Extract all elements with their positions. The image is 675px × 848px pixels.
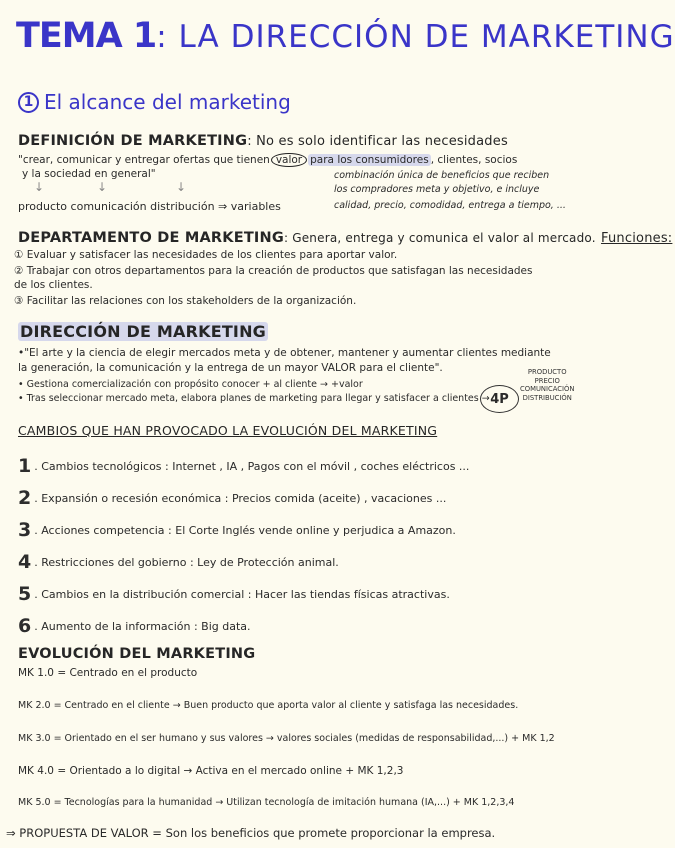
evolucion-item: MK 3.0 = Orientado en el ser humano y sus valores → valores sociales (medidas de responsabilidad,...) + MK 1,2 bbox=[18, 733, 555, 744]
arrow-down-icon: ↓ bbox=[176, 180, 187, 194]
consumidores-highlight: para los consumidores bbox=[310, 154, 429, 166]
4p-list bbox=[520, 368, 575, 402]
cambio-item bbox=[18, 487, 446, 509]
valor-note-3: calidad, precio, comodidad, entrega a tiempo, ... bbox=[334, 200, 566, 211]
cambio-text: . Cambios en la distribución comercial : Hacer las tiendas físicas atractivas. bbox=[34, 588, 450, 601]
title-tema: TEMA 1 bbox=[16, 16, 157, 56]
definicion-rest: : No es solo identificar las necesidades bbox=[247, 134, 508, 149]
direccion-heading-text: DIRECCIÓN DE MARKETING bbox=[20, 322, 267, 341]
title-rest: : LA DIRECCIÓN DE MARKETING bbox=[156, 19, 675, 55]
definicion-quote-line-2: y la sociedad en general" bbox=[22, 168, 156, 180]
cambio-text: . Expansión o recesión económica : Precios comida (aceite) , vacaciones ... bbox=[34, 492, 447, 505]
direccion-heading bbox=[18, 322, 268, 341]
funciones-label: Funciones: bbox=[601, 231, 673, 246]
propuesta-de-valor: ⇒ PROPUESTA DE VALOR = Son los beneficios que promete proporcionar la empresa. bbox=[6, 826, 496, 840]
cambio-number: 2 bbox=[18, 487, 32, 509]
cambio-number: 6 bbox=[18, 615, 32, 637]
departamento-line bbox=[18, 230, 672, 246]
4p-badge: 4P bbox=[480, 385, 519, 413]
evolucion-item: MK 1.0 = Centrado en el producto bbox=[18, 667, 198, 679]
cambio-number: 5 bbox=[18, 583, 32, 605]
cambio-item bbox=[18, 519, 456, 541]
4p-item: PRECIO bbox=[534, 376, 560, 385]
cambio-item bbox=[18, 551, 339, 573]
definicion-quote-c: , clientes, socios bbox=[430, 154, 518, 166]
page-title bbox=[16, 16, 675, 56]
departamento-rest: : Genera, entrega y comunica el valor al mercado. bbox=[283, 231, 596, 245]
cambio-number: 1 bbox=[18, 455, 32, 477]
evolucion-item: MK 4.0 = Orientado a lo digital → Activa en el mercado online + MK 1,2,3 bbox=[18, 765, 404, 777]
funcion-item: ① Evaluar y satisfacer las necesidades de los clientes para aportar valor. bbox=[14, 249, 398, 261]
section-1-heading bbox=[18, 90, 291, 114]
4p-item: PRODUCTO bbox=[527, 368, 567, 376]
cambio-text: . Acciones competencia : El Corte Inglés vende online y perjudica a Amazon. bbox=[34, 524, 456, 537]
evolucion-heading: EVOLUCIÓN DEL MARKETING bbox=[18, 646, 256, 662]
evolucion-item: MK 2.0 = Centrado en el cliente → Buen producto que aporta valor al cliente y satisfaga las necesidades. bbox=[18, 700, 519, 711]
cambio-item bbox=[18, 615, 251, 637]
arrow-down-icon: ↓ bbox=[34, 180, 45, 194]
direccion-line: • Tras seleccionar mercado meta, elabora planes de marketing para llegar y satisfacer a clientes → bbox=[18, 393, 490, 404]
departamento-heading: DEPARTAMENTO DE MARKETING bbox=[18, 230, 284, 246]
cambio-text: . Restricciones del gobierno : Ley de Protección animal. bbox=[34, 556, 339, 569]
direccion-line: • Gestiona comercialización con propósito conocer + al cliente → +valor bbox=[18, 379, 363, 390]
cambio-item bbox=[18, 455, 469, 477]
funcion-item: ② Trabajar con otros departamentos para la creación de productos que satisfagan las necesidades bbox=[14, 265, 533, 277]
cambio-text: . Aumento de la información : Big data. bbox=[34, 620, 251, 633]
cambios-heading bbox=[18, 423, 437, 438]
cambio-number: 4 bbox=[18, 551, 32, 573]
definicion-line bbox=[18, 133, 508, 149]
cambios-heading-text: CAMBIOS QUE HAN PROVOCADO LA EVOLUCIÓN DEL MARKETING bbox=[18, 423, 438, 438]
definicion-quote-line bbox=[18, 153, 517, 167]
4p-item: COMUNICACIÓN bbox=[520, 385, 575, 393]
section-1-title: El alcance del marketing bbox=[44, 90, 291, 114]
valor-note-2: los compradores meta y objetivo, e incluye bbox=[334, 184, 540, 195]
cambio-item bbox=[18, 583, 450, 605]
variables-row: producto comunicación distribución ⇒ variables bbox=[18, 200, 281, 213]
valor-note-1: combinación única de beneficios que reciben bbox=[334, 170, 550, 181]
direccion-line: la generación, la comunicación y la entrega de un mayor VALOR para el cliente". bbox=[18, 362, 443, 374]
evolucion-item: MK 5.0 = Tecnologías para la humanidad → Utilizan tecnología de imitación humana (IA,...) + MK 1,2,3,4 bbox=[18, 797, 515, 808]
cambio-text: . Cambios tecnológicos : Internet , IA , Pagos con el móvil , coches eléctricos ... bbox=[34, 460, 470, 473]
4p-item: DISTRIBUCIÓN bbox=[522, 393, 572, 402]
cambio-number: 3 bbox=[18, 519, 32, 541]
funcion-item: ③ Facilitar las relaciones con los stakeholders de la organización. bbox=[14, 295, 357, 307]
definicion-heading: DEFINICIÓN DE MARKETING bbox=[18, 133, 248, 149]
section-number: 1 bbox=[18, 92, 39, 113]
valor-word: valor bbox=[271, 153, 307, 167]
direccion-line: •"El arte y la ciencia de elegir mercados meta y de obtener, mantener y aumentar clientes mediante bbox=[18, 347, 551, 359]
definicion-quote-a: "crear, comunicar y entregar ofertas que tienen bbox=[18, 154, 270, 166]
arrow-down-icon: ↓ bbox=[97, 180, 108, 194]
funcion-item: de los clientes. bbox=[14, 279, 93, 291]
